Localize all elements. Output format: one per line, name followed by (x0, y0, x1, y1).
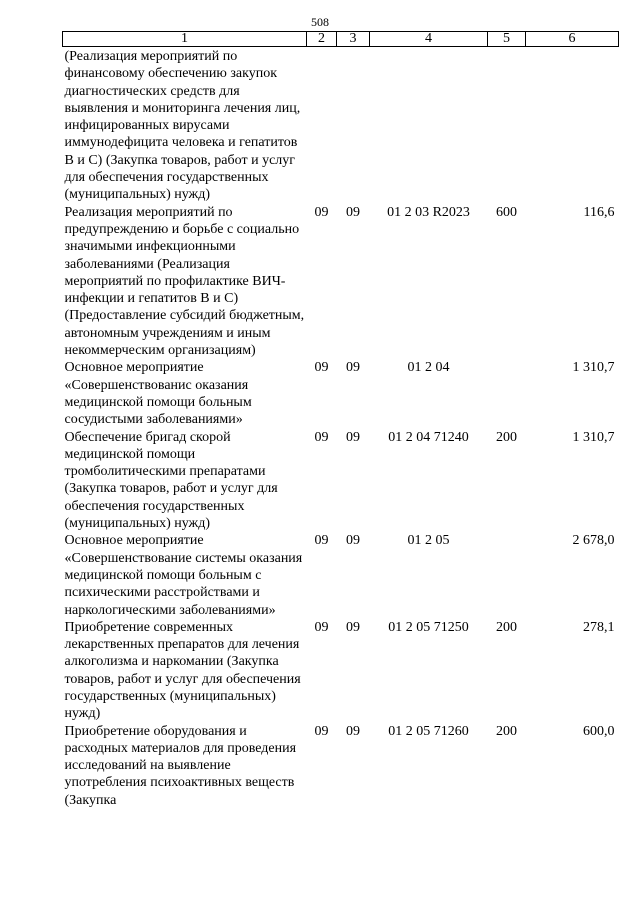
row-target-code: 01 2 05 71260 (388, 723, 469, 739)
row-name: (Реализация мероприятий по финансовому обеспечению закупок диагностических средств для выявления и мониторинга лечения лиц, инфицированных вирусами иммунодефицита человека и гепатитов В и С) (Закупка товаров, работ и услуг для обеспечения государственных (муниципальных) нужд) (64, 49, 301, 203)
row-subsection: 09 (346, 619, 360, 635)
row-expense-type: 200 (496, 723, 517, 739)
row-section: 09 (314, 533, 329, 549)
table-body (63, 47, 619, 810)
row-section: 09 (314, 204, 329, 220)
row-name: Реализация мероприятий по предупреждению и борьбе с социально значимыми инфекционными заболеваниями (Реализация мероприятий по профилактике ВИЧ-инфекции и гепатитов В и С) (Предоставление субсидий бюджетным, автономным учреждениям и иным некоммерческим организациям) (64, 204, 305, 359)
table-row (63, 619, 619, 723)
row-subsection (337, 47, 370, 204)
table-row (63, 204, 619, 360)
table-header (63, 32, 619, 47)
row-amount: 278,1 (583, 619, 615, 635)
row-amount (526, 47, 619, 204)
row-subsection: 09 (346, 533, 360, 549)
row-target-code: 01 2 04 (407, 360, 450, 376)
row-target-code (370, 47, 488, 204)
table-row (63, 47, 619, 204)
row-subsection: 09 (346, 204, 360, 220)
row-name: Обеспечение бригад скорой медицинской помощи тромболитическими препаратами (Закупка товаров, работ и услуг для обеспечения государственных (муниципальных) нужд) (64, 429, 278, 532)
row-amount: 2 678,0 (572, 533, 615, 549)
row-section (307, 47, 337, 204)
row-amount: 1 310,7 (572, 429, 615, 445)
row-expense-type: 200 (496, 619, 517, 635)
row-section: 09 (314, 619, 329, 635)
row-name: Приобретение оборудования и расходных материалов для проведения исследований на выявление употребления психоактивных веществ (Закупка (64, 723, 297, 808)
row-expense-type: 200 (496, 429, 517, 445)
row-subsection: 09 (346, 723, 360, 739)
table-row (63, 723, 619, 809)
header-row (63, 32, 619, 47)
header-col-4: 4 (370, 32, 488, 47)
row-section: 09 (314, 723, 329, 739)
row-target-code: 01 2 03 R2023 (387, 204, 470, 220)
row-section: 09 (314, 429, 329, 445)
row-expense-type (488, 47, 526, 204)
header-col-1: 1 (63, 32, 307, 47)
header-col-6: 6 (526, 32, 619, 47)
row-subsection: 09 (346, 360, 360, 376)
row-amount: 116,6 (583, 204, 615, 220)
row-subsection: 09 (346, 429, 360, 445)
header-col-5: 5 (488, 32, 526, 47)
budget-table (62, 31, 619, 809)
row-expense-type (488, 532, 526, 618)
row-target-code: 01 2 04 71240 (388, 429, 469, 445)
row-name: Основное мероприятие «Совершенствование системы оказания медицинской помощи больным с психическими расстройствами и наркологическими заболеваниями» (64, 533, 303, 618)
row-amount: 600,0 (583, 723, 615, 739)
page-number: 508 (311, 15, 329, 29)
table-row (63, 359, 619, 428)
row-target-code: 01 2 05 71250 (388, 619, 469, 635)
table-row (63, 429, 619, 533)
table-row (63, 532, 619, 618)
row-amount: 1 310,7 (572, 360, 615, 376)
row-expense-type: 600 (496, 204, 517, 220)
row-target-code: 01 2 05 (407, 533, 450, 549)
header-col-3: 3 (337, 32, 370, 47)
row-section: 09 (314, 360, 329, 376)
row-name: Основное мероприятие «Совершенствованис оказания медицинской помощи больным сосудистыми заболеваниями» (64, 360, 252, 428)
row-name: Приобретение современных лекарственных препаратов для лечения алкоголизма и наркомании (Закупка товаров, работ и услуг для обеспечения государственных (муниципальных) нужд) (64, 619, 301, 722)
row-expense-type (488, 359, 526, 428)
header-col-2: 2 (307, 32, 337, 47)
